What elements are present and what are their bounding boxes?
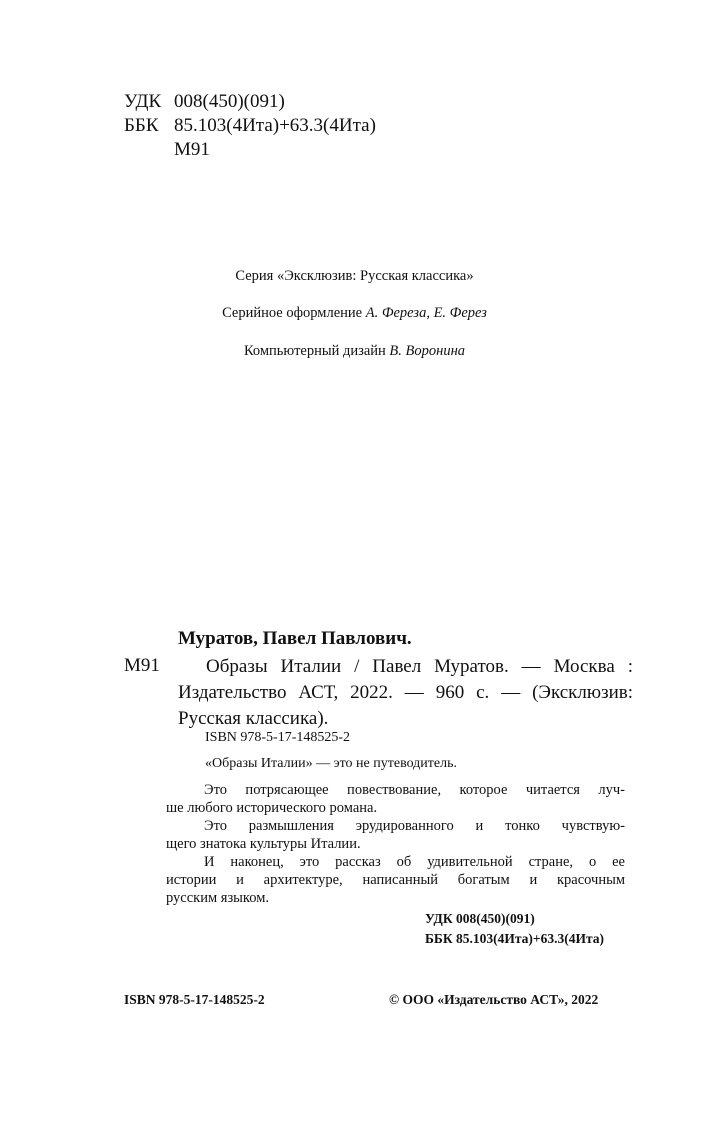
classification-bbk: ББК 85.103(4Ита)+63.3(4Ита) xyxy=(425,931,605,946)
udk-header-line xyxy=(124,90,285,114)
series-line: Серия «Эксклюзив: Русская классика» xyxy=(235,268,474,284)
annotation-paragraph-2 xyxy=(166,817,625,853)
annotation-paragraph-1 xyxy=(166,781,625,817)
annotation-line: русским языком. xyxy=(166,890,270,906)
record-isbn: ISBN 978-5-17-148525-2 xyxy=(205,730,351,745)
series-design-line xyxy=(0,305,709,322)
annotation-paragraph-3 xyxy=(166,853,625,907)
computer-label: Компьютерный дизайн xyxy=(243,343,390,359)
footer-copyright: © ООО «Издательство АСТ», 2022 xyxy=(389,992,599,1007)
annotation-line: И наконец, это рассказ об удивительной стране, о ее xyxy=(204,854,625,870)
annotation-line: щего знатока культуры Италии. xyxy=(166,836,361,852)
computer-design-line xyxy=(0,343,709,360)
udk-label: УДК xyxy=(124,91,162,112)
record-line-3: Русская классика). xyxy=(178,708,329,729)
record-mark: М91 xyxy=(124,655,160,676)
classification-udk: УДК 008(450)(091) xyxy=(425,911,535,926)
bbk-label: ББК xyxy=(124,115,159,136)
record-description xyxy=(178,654,633,732)
design-label: Серийное оформление xyxy=(222,305,366,321)
annotation-line: истории и архитектуре, написанный богатым и красочным xyxy=(166,872,625,888)
record-line-2: Издательство АСТ, 2022. — 960 с. — (Эксклюзив: xyxy=(178,682,633,703)
record-tagline: «Образы Италии» — это не путеводитель. xyxy=(205,756,457,771)
bbk-header-line xyxy=(124,114,376,138)
annotation xyxy=(166,781,625,907)
record-line-1: Образы Италии / Павел Муратов. — Москва : xyxy=(206,656,633,677)
author-mark-header: М91 xyxy=(174,139,210,160)
annotation-line: Это размышления эрудированного и тонко чувствую- xyxy=(204,818,625,834)
annotation-line: ше любого исторического романа. xyxy=(166,800,378,816)
bbk-value: 85.103(4Ита)+63.3(4Ита) xyxy=(174,115,376,136)
record-author: Муратов, Павел Павлович. xyxy=(178,628,412,649)
footer-isbn: ISBN 978-5-17-148525-2 xyxy=(124,992,265,1007)
computer-name: В. Воронина xyxy=(389,343,466,359)
udk-value: 008(450)(091) xyxy=(174,91,285,112)
annotation-line: Это потрясающее повествование, которое читается луч- xyxy=(204,782,625,798)
design-names: А. Фереза, Е. Ферез xyxy=(365,305,487,321)
